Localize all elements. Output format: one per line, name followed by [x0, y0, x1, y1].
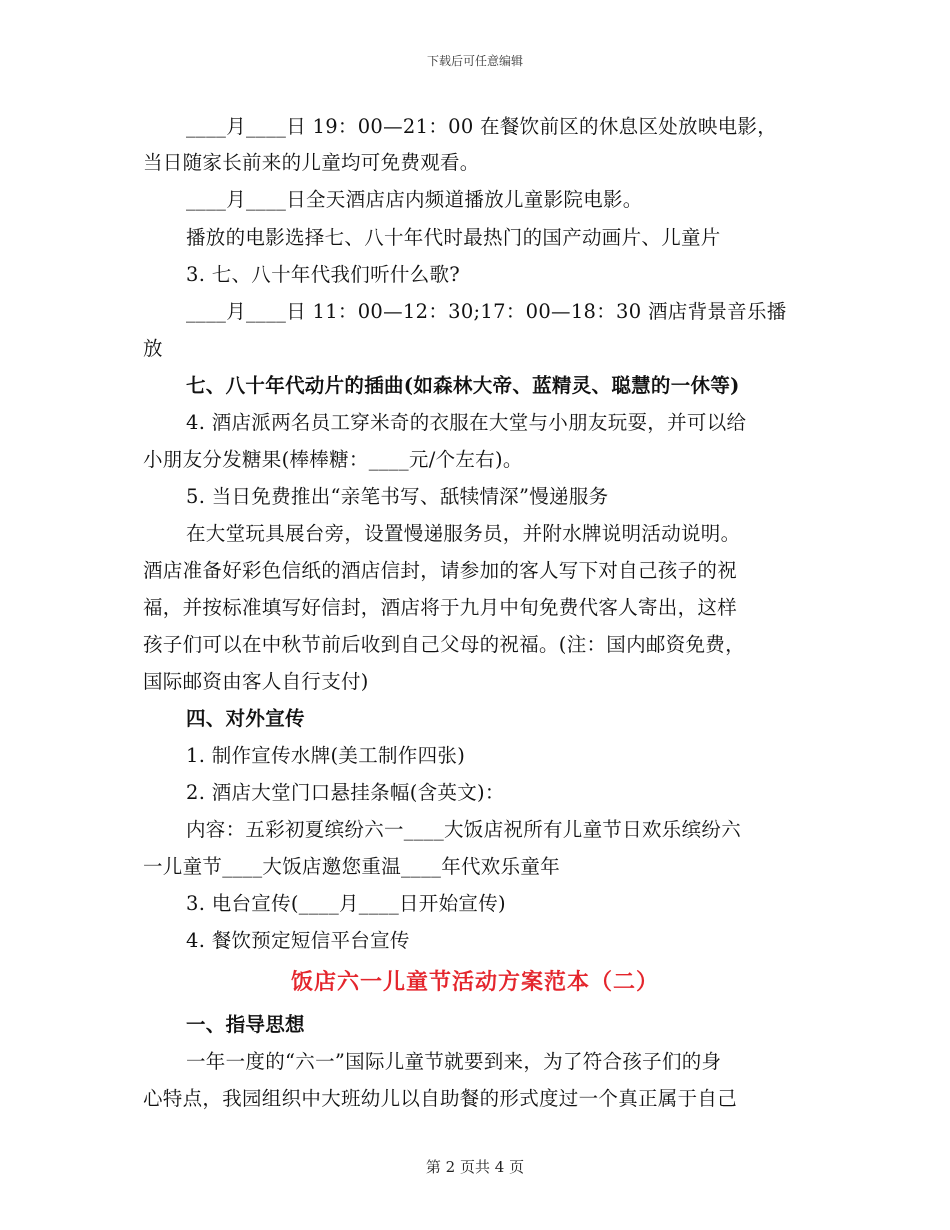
list-item: 5. 当日免费推出“亲笔书写、舐犊情深”慢递服务	[186, 485, 609, 508]
paragraph-line: 播放的电影选择七、八十年代时最热门的国产动画片、儿童片	[186, 226, 721, 249]
list-item: 2. 酒店大堂门口悬挂条幅(含英文)：	[186, 781, 505, 804]
paragraph-line: ____月____日全天酒店店内频道播放儿童影院电影。	[186, 188, 643, 211]
list-item: 3. 电台宣传(____月____日开始宣传)	[186, 892, 506, 915]
paragraph-line: ____月____日 19：00—21：00 在餐饮前区的休息区处放映电影，	[186, 115, 778, 138]
paragraph-line: 福，并按标准填写好信封，酒店将于九月中旬免费代客人寄出，这样	[143, 596, 738, 619]
paragraph-line: 酒店准备好彩色信纸的酒店信封，请参加的客人写下对自己孩子的祝	[143, 559, 738, 582]
paragraph-line: 心特点，我园组织中大班幼儿以自助餐的形式度过一个真正属于自己	[143, 1087, 738, 1110]
list-item: 3. 七、八十年代我们听什么歌?	[186, 263, 461, 286]
paragraph-line: ____月____日 11：00—12：30;17：00—18：30 酒店背景音乐播	[186, 300, 787, 323]
paragraph-line: 当日随家长前来的儿童均可免费观看。	[143, 151, 480, 174]
list-item: 4. 餐饮预定短信平台宣传	[186, 929, 410, 952]
paragraph-line: 一儿童节____大饭店邀您重温____年代欢乐童年	[143, 855, 560, 878]
paragraph-line: 放	[143, 337, 163, 360]
page-header: 下载后可任意编辑	[426, 54, 523, 68]
paragraph-line: 一年一度的“六一”国际儿童节就要到来，为了符合孩子们的身	[186, 1050, 722, 1073]
list-item: 4. 酒店派两名员工穿米奇的衣服在大堂与小朋友玩耍，并可以给	[186, 411, 747, 434]
paragraph-line: 国际邮资由客人自行支付)	[143, 670, 369, 693]
document-title: 饭店六一儿童节活动方案范本（二）	[290, 969, 659, 995]
section-heading: 一、指导思想	[186, 1013, 305, 1036]
paragraph-line: 在大堂玩具展台旁，设置慢递服务员，并附水牌说明活动说明。	[186, 522, 741, 545]
section-heading: 四、对外宣传	[186, 707, 305, 730]
paragraph-line: 孩子们可以在中秋节前后收到自己父母的祝福。(注：国内邮资免费，	[143, 633, 745, 656]
bold-heading: 七、八十年代动片的插曲(如森林大帝、蓝精灵、聪慧的一休等)	[186, 374, 740, 397]
paragraph-line: 内容：五彩初夏缤纷六一____大饭店祝所有儿童节日欢乐缤纷六	[186, 818, 742, 841]
paragraph-line: 小朋友分发糖果(棒棒糖：____元/个左右)。	[143, 448, 523, 471]
list-item: 1. 制作宣传水牌(美工制作四张)	[186, 744, 466, 767]
page-footer: 第 2 页共 4 页	[425, 1158, 525, 1176]
